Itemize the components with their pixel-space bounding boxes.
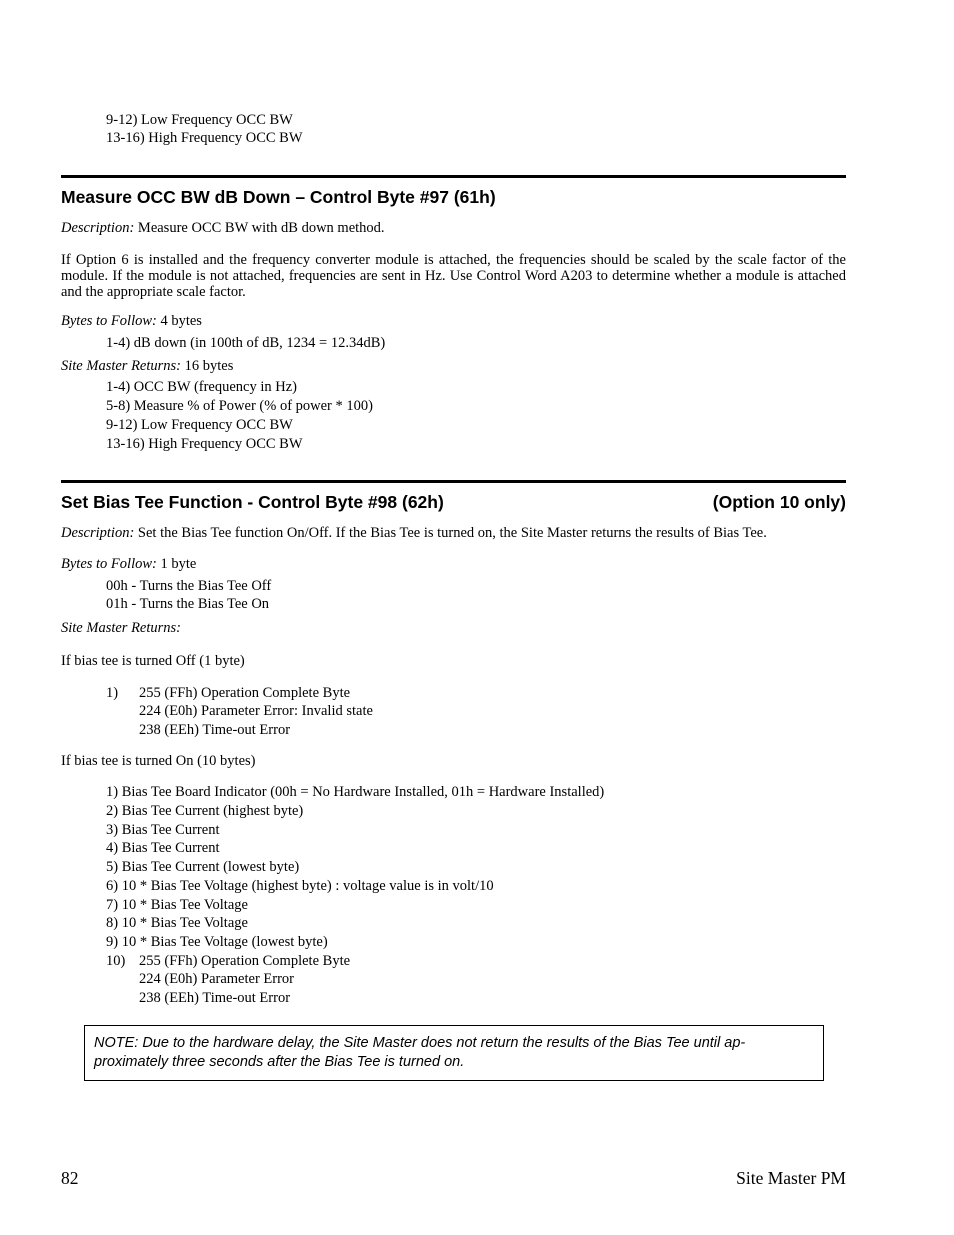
description: Description: Measure OCC BW with dB down method.: [61, 220, 385, 236]
page-number: 82: [61, 1168, 79, 1188]
document-title: Site Master PM: [736, 1168, 846, 1188]
list-item: 10) 255 (FFh) Operation Complete Byte: [106, 953, 351, 969]
list-item: 8) 10 * Bias Tee Voltage: [106, 915, 248, 931]
section-divider: [61, 175, 846, 178]
on-intro: If bias tee is turned On (10 bytes): [61, 753, 256, 769]
description: Description: Set the Bias Tee function On/Off. If the Bias Tee is turned on, the Site Master returns the results of Bias Tee.: [61, 525, 767, 541]
list-item: 9-12) Low Frequency OCC BW: [106, 417, 293, 433]
list-item: 238 (EEh) Time-out Error: [139, 990, 291, 1006]
list-item: 5) Bias Tee Current (lowest byte): [106, 859, 300, 875]
list-item: 7) 10 * Bias Tee Voltage: [106, 897, 248, 913]
list-item: 1) Bias Tee Board Indicator (00h = No Hardware Installed, 01h = Hardware Installed): [106, 784, 605, 800]
off-intro: If bias tee is turned Off (1 byte): [61, 653, 245, 669]
list-item: 6) 10 * Bias Tee Voltage (highest byte) : voltage value is in volt/10: [106, 878, 494, 894]
list-item: 5-8) Measure % of Power (% of power * 100): [106, 398, 373, 414]
list-item: 1-4) dB down (in 100th of dB, 1234 = 12.34dB): [106, 335, 386, 351]
list-item: 1-4) OCC BW (frequency in Hz): [106, 379, 297, 395]
list-item: 13-16) High Frequency OCC BW: [106, 130, 303, 146]
list-item: 13-16) High Frequency OCC BW: [106, 436, 303, 452]
list-item: 01h - Turns the Bias Tee On: [106, 596, 270, 612]
list-item: 9) 10 * Bias Tee Voltage (lowest byte): [106, 934, 328, 950]
list-item: 224 (E0h) Parameter Error: Invalid state: [139, 703, 373, 719]
list-item: 3) Bias Tee Current: [106, 822, 220, 838]
paragraph-scale-factor: If Option 6 is installed and the frequency converter module is attached, the frequencies should be scaled by the scale factor of the module. If the module is not attached, frequencies are sent in Hz. Use Control Word A203 to determine whether a module is attached and the appropriate scale factor.: [61, 252, 846, 301]
list-item: 2) Bias Tee Current (highest byte): [106, 803, 304, 819]
section-divider: [61, 480, 846, 483]
bytes-to-follow: Bytes to Follow: 1 byte: [61, 556, 197, 572]
list-item: 4) Bias Tee Current: [106, 840, 220, 856]
section-heading-97: Measure OCC BW dB Down – Control Byte #97 (61h): [61, 187, 496, 207]
bytes-to-follow: Bytes to Follow: 4 bytes: [61, 313, 202, 329]
list-item: 224 (E0h) Parameter Error: [139, 971, 295, 987]
list-item: 238 (EEh) Time-out Error: [139, 722, 291, 738]
list-item: 9-12) Low Frequency OCC BW: [106, 112, 293, 128]
option-note: (Option 10 only): [712, 492, 846, 512]
note-text: NOTE: Due to the hardware delay, the Site Master does not return the results of the Bias Tee until ap-proximately three seconds after the Bias Tee is turned on.: [94, 1035, 746, 1071]
site-master-returns: Site Master Returns: 16 bytes: [61, 358, 234, 374]
note-box: [84, 1025, 824, 1081]
section-heading-98: Set Bias Tee Function - Control Byte #98 (62h) (Option 10 only): [61, 492, 846, 512]
site-master-returns: Site Master Returns:: [61, 620, 182, 636]
list-item: 00h - Turns the Bias Tee Off: [106, 578, 272, 594]
list-item: 1) 255 (FFh) Operation Complete Byte: [106, 685, 351, 701]
